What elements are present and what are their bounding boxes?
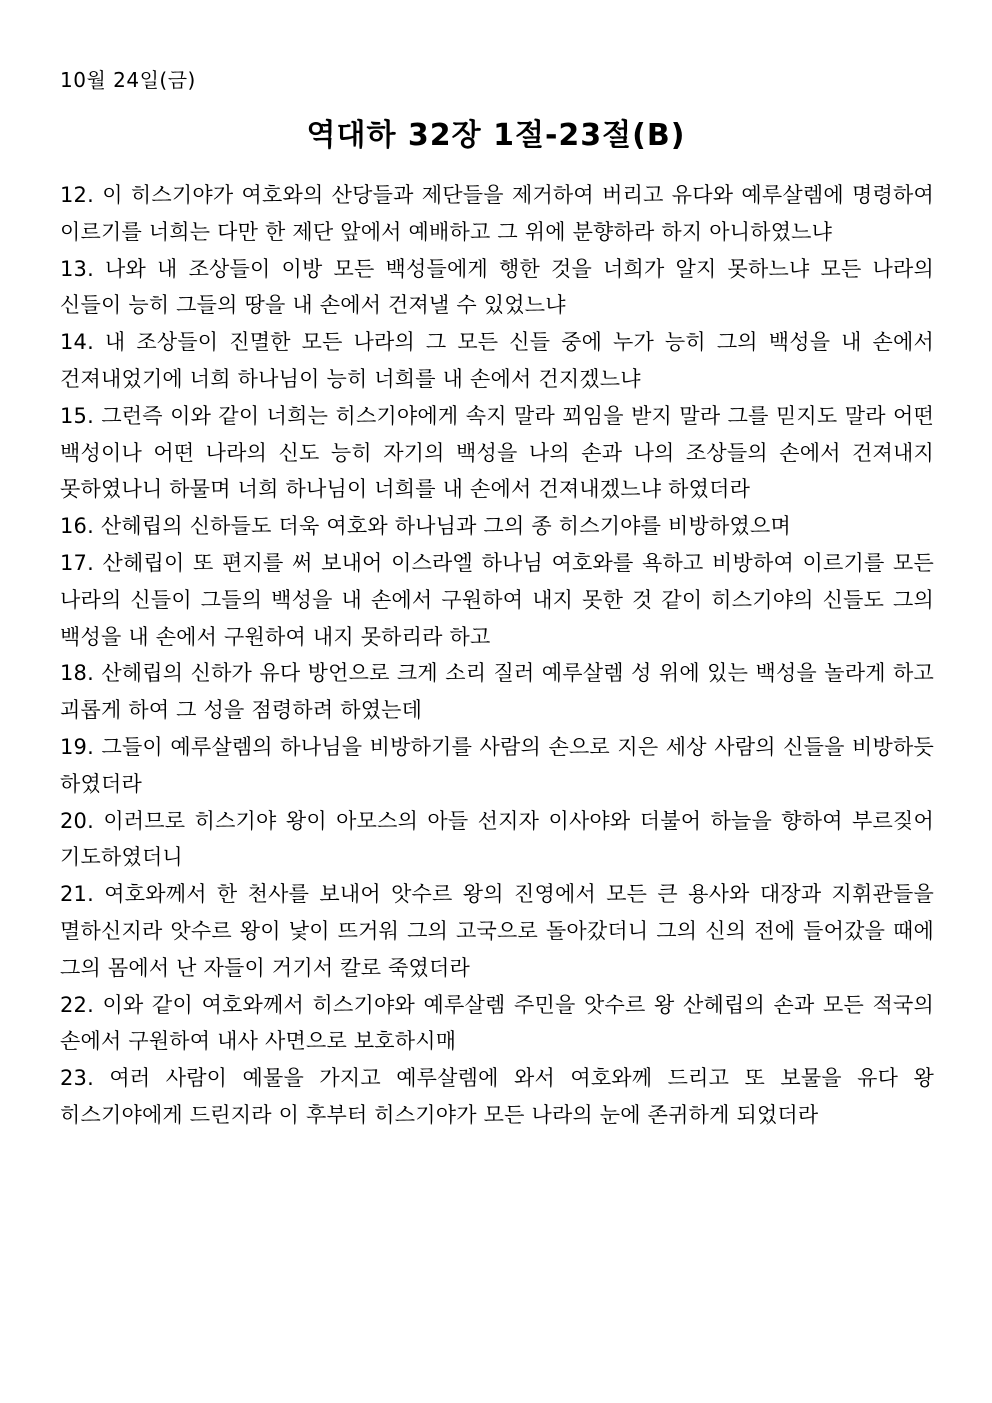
verse-12: 12. 이 히스기야가 여호와의 산당들과 제단들을 제거하여 버리고 유다와 예루살렘에 명령하여 이르기를 너희는 다만 한 제단 앞에서 예배하고 그 위에 분향하라 하지 아니하였느냐	[60, 183, 934, 244]
verse-15: 15. 그런즉 이와 같이 너희는 히스기야에게 속지 말라 꾀임을 받지 말라 그를 믿지도 말라 어떤 백성이나 어떤 나라의 신도 능히 자기의 백성을 나의 손과 나의 조상들의 손에서 건져내지 못하였나니 하물며 너희 하나님이 너희를 내 손에서 건져내겠느냐 하였더라	[60, 403, 934, 502]
verse-13: 13. 나와 내 조상들이 이방 모든 백성들에게 행한 것을 너희가 알지 못하느냐 모든 나라의 신들이 능히 그들의 땅을 내 손에서 건져낼 수 있었느냐	[60, 256, 934, 318]
verse-18: 18. 산헤립의 신하가 유다 방언으로 크게 소리 질러 예루살렘 성 위에 있는 백성을 놀라게 하고 괴롭게 하여 그 성을 점령하려 하였는데	[60, 661, 934, 723]
verse-23: 23. 여러 사람이 예물을 가지고 예루살렘에 와서 여호와께 드리고 또 보물을 유다 왕 히스기야에게 드린지라 이 후부터 히스기야가 모든 나라의 눈에 존귀하게 되었더라	[60, 1066, 934, 1127]
date-label: 10월 24일(금)	[60, 68, 196, 92]
verse-16: 16. 산헤립의 신하들도 더욱 여호와 하나님과 그의 종 히스기야를 비방하였으며	[60, 514, 791, 539]
verse-17: 17. 산헤립이 또 편지를 써 보내어 이스라엘 하나님 여호와를 욕하고 비방하여 이르기를 모든 나라의 신들이 그들의 백성을 내 손에서 구원하여 내지 못한 것 같이 히스기야의 신들도 그의 백성을 내 손에서 구원하여 내지 못하리라 하고	[60, 550, 934, 649]
verse-list	[60, 177, 934, 1134]
verse-14: 14. 내 조상들이 진멸한 모든 나라의 그 모든 신들 중에 누가 능히 그의 백성을 내 손에서 건져내었기에 너희 하나님이 능히 너희를 내 손에서 건지겠느냐	[60, 330, 934, 391]
verse-20: 20. 이러므로 히스기야 왕이 아모스의 아들 선지자 이사야와 더불어 하늘을 향하여 부르짖어 기도하였더니	[60, 808, 934, 870]
verse-19: 19. 그들이 예루살렘의 하나님을 비방하기를 사람의 손으로 지은 세상 사람의 신들을 비방하듯 하였더라	[60, 734, 934, 796]
verse-21: 21. 여호와께서 한 천사를 보내어 앗수르 왕의 진영에서 모든 큰 용사와 대장과 지휘관들을 멸하신지라 앗수르 왕이 낯이 뜨거워 그의 고국으로 돌아갔더니 그의 신의 전에 들어갔을 때에 그의 몸에서 난 자들이 거기서 칼로 죽였더라	[60, 882, 934, 980]
page-title: 역대하 32장 1절-23절(B)	[306, 118, 686, 153]
verse-22: 22. 이와 같이 여호와께서 히스기야와 예루살렘 주민을 앗수르 왕 산헤립의 손과 모든 적국의 손에서 구원하여 내사 사면으로 보호하시매	[60, 992, 934, 1054]
